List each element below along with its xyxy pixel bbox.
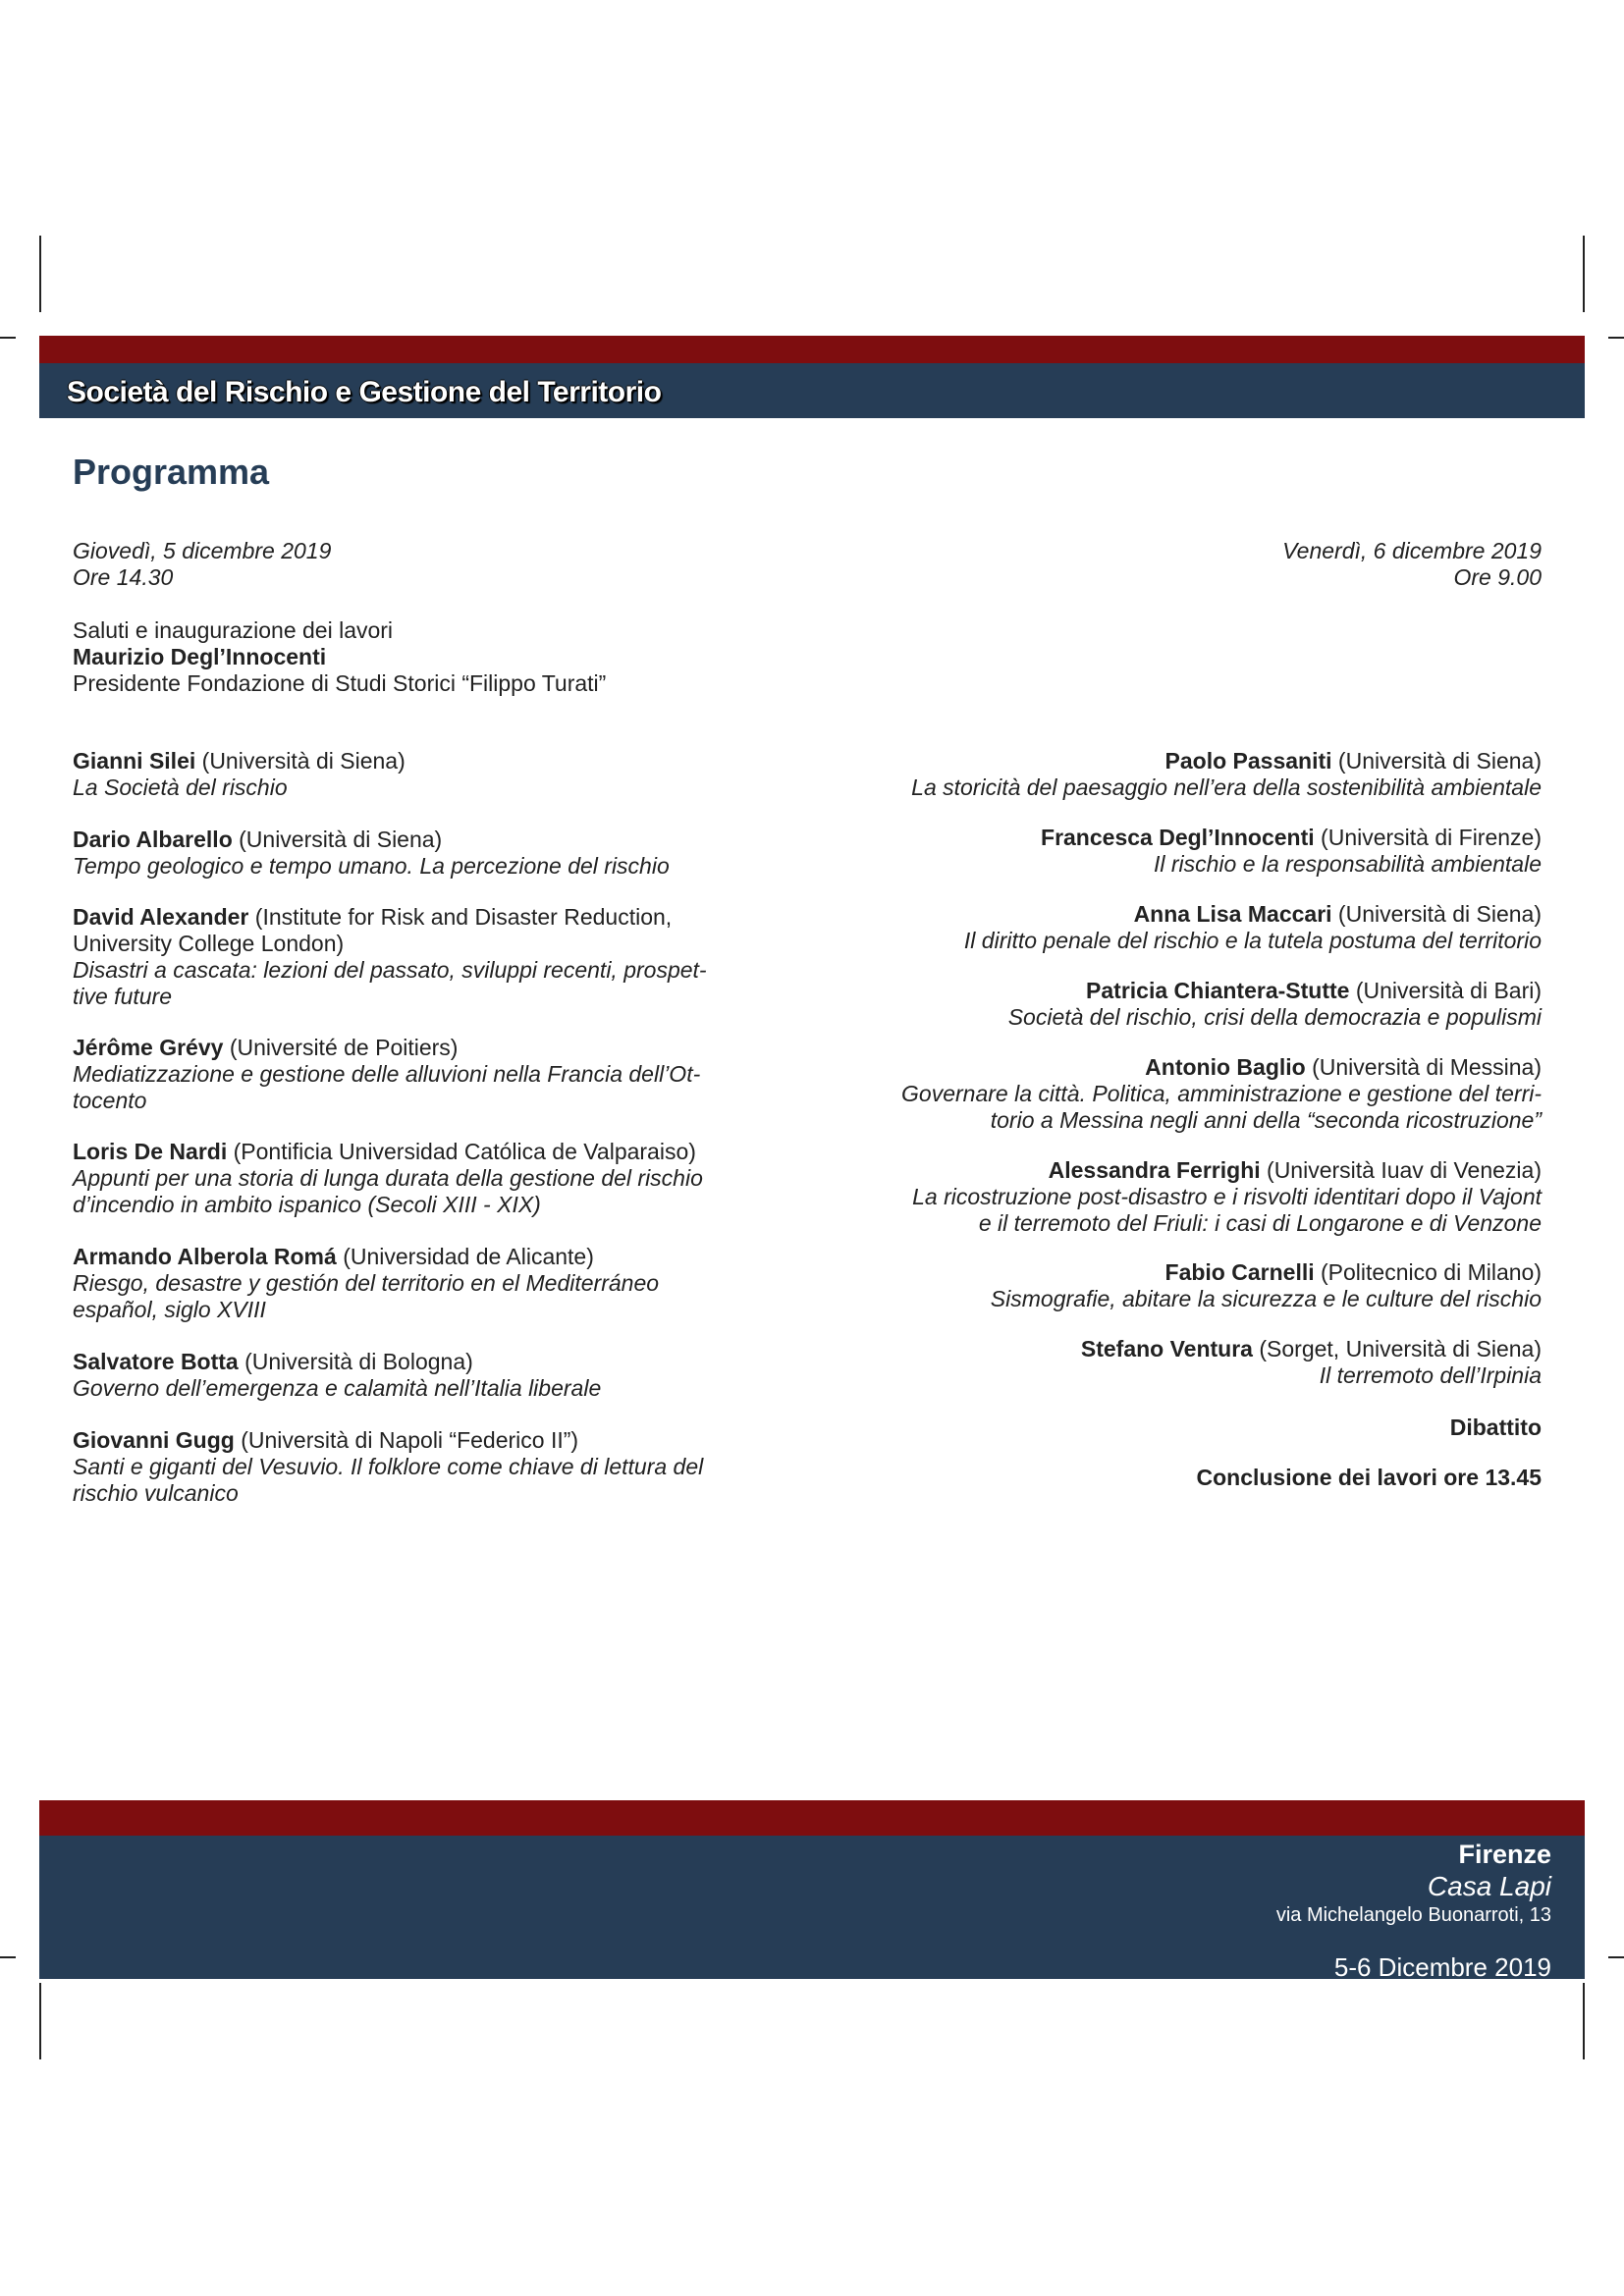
crop-mark <box>0 337 16 339</box>
talk-title: Il terremoto dell’Irpinia <box>1319 1362 1542 1388</box>
talk-title: tocento <box>73 1088 147 1113</box>
crop-mark <box>1608 1956 1624 1958</box>
speaker-affiliation: University College London) <box>73 931 345 956</box>
speaker-name: Francesca Degl’Innocenti <box>1041 825 1315 850</box>
speaker-name: Paolo Passaniti <box>1164 748 1332 774</box>
day1-time: Ore 14.30 <box>73 564 174 590</box>
crop-mark <box>0 1956 16 1958</box>
talk-title: español, siglo XVIII <box>73 1297 266 1322</box>
talk-entry <box>795 1157 1542 1237</box>
speaker-name: Giovanni Gugg <box>73 1427 235 1453</box>
crop-mark <box>1583 236 1585 312</box>
speaker-affiliation: (Università di Siena) <box>1331 748 1542 774</box>
talk-title: d’incendio in ambito ispanico (Secoli XIII - XIX) <box>73 1192 541 1217</box>
crop-mark <box>1608 337 1624 339</box>
talk-title: La ricostruzione post-disastro e i risvolti identitari dopo il Vajont <box>912 1184 1542 1209</box>
speaker-name: Fabio Carnelli <box>1164 1259 1315 1285</box>
talk-entry <box>795 1336 1542 1389</box>
talk-title: Il rischio e la responsabilità ambientale <box>1153 851 1542 877</box>
crop-mark <box>39 236 41 312</box>
header-title: Società del Rischio e Gestione del Territorio <box>67 376 662 408</box>
speaker-affiliation: (Università di Napoli “Federico II”) <box>234 1427 579 1453</box>
talk-title: Mediatizzazione e gestione delle alluvioni nella Francia dell’Ot- <box>73 1061 701 1087</box>
talk-title: La Società del rischio <box>73 774 288 800</box>
talk-entry <box>73 1139 780 1218</box>
speaker-name: Alessandra Ferrighi <box>1048 1157 1261 1183</box>
speaker-name: Patricia Chiantera-Stutte <box>1086 978 1350 1003</box>
speaker-affiliation: (Universidad de Alicante) <box>336 1244 594 1269</box>
speaker-name: Dario Albarello <box>73 827 233 852</box>
day2-time: Ore 9.00 <box>1453 564 1542 590</box>
opening-name: Maurizio Degl’Innocenti <box>73 644 327 669</box>
talk-entry <box>795 748 1542 801</box>
talk-title: Tempo geologico e tempo umano. La percezione del rischio <box>73 853 670 879</box>
speaker-affiliation: (Università di Siena) <box>232 827 443 852</box>
speaker-affiliation: (Università di Bari) <box>1349 978 1542 1003</box>
speaker-affiliation: (Institute for Risk and Disaster Reduction, <box>248 904 673 930</box>
talk-title: Governo dell’emergenza e calamità nell’Italia liberale <box>73 1375 602 1401</box>
speaker-name: Gianni Silei <box>73 748 196 774</box>
speaker-affiliation: (Università di Firenze) <box>1314 825 1542 850</box>
speaker-name: Antonio Baglio <box>1145 1054 1306 1080</box>
talk-entry <box>73 748 780 801</box>
talk-entry <box>795 978 1542 1031</box>
talk-title: e il terremoto del Friuli: i casi di Longarone e di Venzone <box>978 1210 1542 1236</box>
speaker-affiliation: (Università di Siena) <box>1331 901 1542 927</box>
talk-entry <box>73 904 780 1010</box>
speaker-affiliation: (Sorget, Università di Siena) <box>1252 1336 1542 1362</box>
speaker-name: Salvatore Botta <box>73 1349 239 1374</box>
talk-title: Sismografie, abitare la sicurezza e le culture del rischio <box>990 1286 1542 1311</box>
talk-title: Società del rischio, crisi della democrazia e populismi <box>1007 1004 1542 1030</box>
talk-entry <box>73 1035 780 1114</box>
day1-date: Giovedì, 5 dicembre 2019 <box>73 538 332 563</box>
talk-title: Riesgo, desastre y gestión del territorio en el Mediterráneo <box>73 1270 660 1296</box>
crop-mark <box>39 1983 41 2059</box>
speaker-name: David Alexander <box>73 904 249 930</box>
speaker-affiliation: (Università di Siena) <box>195 748 406 774</box>
talk-title: Appunti per una storia di lunga durata della gestione del rischio <box>73 1165 703 1191</box>
closing-label: Conclusione dei lavori ore 13.45 <box>1196 1465 1542 1490</box>
speaker-name: Stefano Ventura <box>1080 1336 1253 1362</box>
opening-role: Presidente Fondazione di Studi Storici “Filippo Turati” <box>73 670 607 696</box>
talk-title: Santi e giganti del Vesuvio. Il folklore come chiave di lettura del <box>73 1454 704 1479</box>
footer-venue: Casa Lapi <box>1427 1871 1551 1901</box>
talk-title: Governare la città. Politica, amministrazione e gestione del terri- <box>901 1081 1542 1106</box>
talk-title: torio a Messina negli anni della “seconda ricostruzione” <box>990 1107 1542 1133</box>
speaker-affiliation: (Pontificia Universidad Católica de Valparaiso) <box>227 1139 696 1164</box>
speaker-affiliation: (Politecnico di Milano) <box>1314 1259 1542 1285</box>
footer-dates: 5-6 Dicembre 2019 <box>1333 1952 1551 1982</box>
talk-entry <box>73 1349 780 1402</box>
talk-title: Il diritto penale del rischio e la tutela postuma del territorio <box>963 928 1542 953</box>
talk-title: tive future <box>73 984 172 1009</box>
talk-entry <box>73 1244 780 1323</box>
speaker-affiliation: (Università Iuav di Venezia) <box>1260 1157 1542 1183</box>
speaker-affiliation: (Université de Poitiers) <box>223 1035 459 1060</box>
debate-label: Dibattito <box>1449 1415 1542 1440</box>
talk-entry <box>795 825 1542 878</box>
speaker-name: Loris De Nardi <box>73 1139 228 1164</box>
talk-entry <box>795 1259 1542 1312</box>
speaker-affiliation: (Università di Bologna) <box>238 1349 473 1374</box>
talk-entry <box>795 901 1542 954</box>
talk-title: rischio vulcanico <box>73 1480 239 1506</box>
header-red-band <box>39 336 1585 363</box>
program-title: Programma <box>73 452 270 492</box>
opening-line: Saluti e inaugurazione dei lavori <box>73 617 394 643</box>
speaker-name: Anna Lisa Maccari <box>1133 901 1332 927</box>
footer-address: via Michelangelo Buonarroti, 13 <box>1275 1904 1551 1926</box>
footer-city: Firenze <box>1458 1840 1551 1869</box>
speaker-affiliation: (Università di Messina) <box>1305 1054 1542 1080</box>
footer-red-band <box>39 1800 1585 1836</box>
crop-mark <box>1583 1983 1585 2059</box>
speaker-name: Jérôme Grévy <box>73 1035 224 1060</box>
talk-title: La storicità del paesaggio nell’era della sostenibilità ambientale <box>911 774 1542 800</box>
talk-entry <box>795 1054 1542 1134</box>
talk-entry <box>73 827 780 880</box>
day2-date: Venerdì, 6 dicembre 2019 <box>1282 538 1542 563</box>
talk-entry <box>73 1427 780 1507</box>
talk-title: Disastri a cascata: lezioni del passato, sviluppi recenti, prospet- <box>73 957 707 983</box>
speaker-name: Armando Alberola Romá <box>73 1244 337 1269</box>
